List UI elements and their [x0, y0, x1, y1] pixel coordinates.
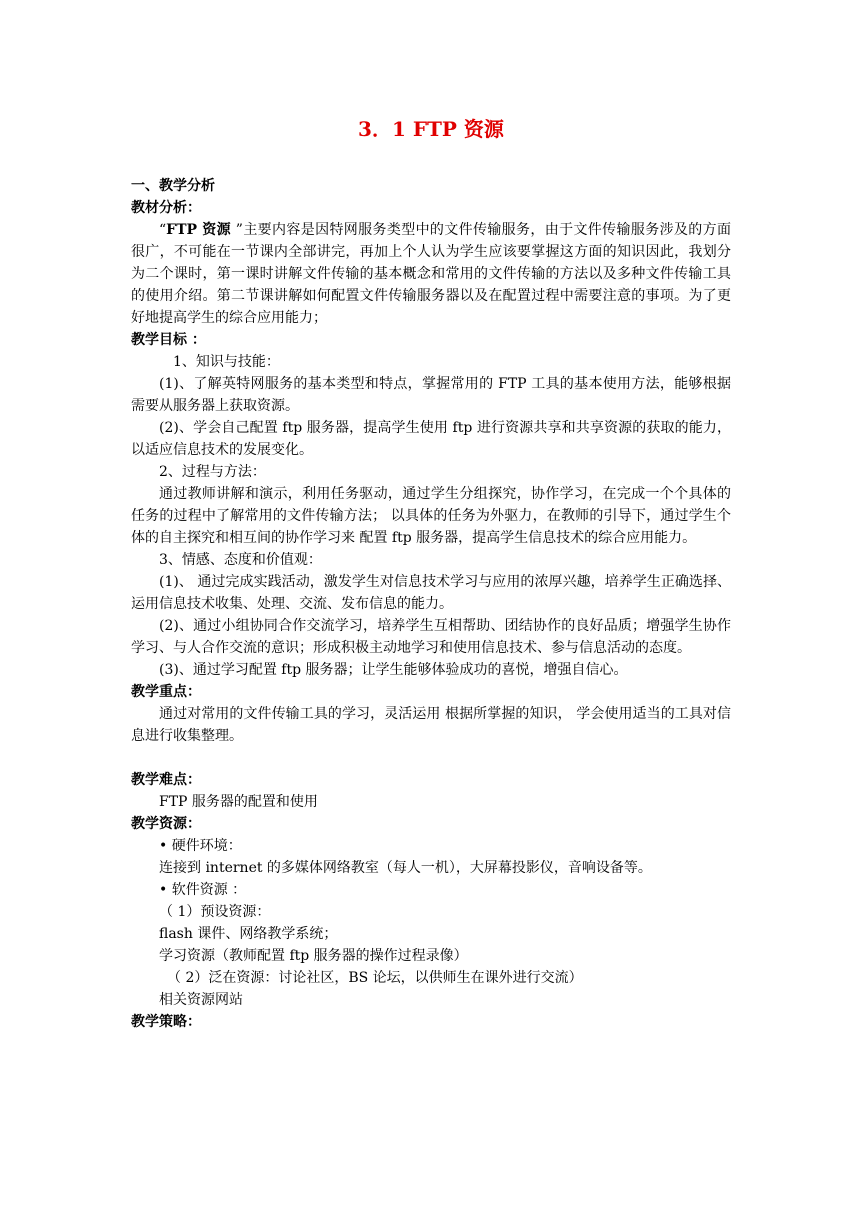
goal3-item3: (3)、通过学习配置 ftp 服务器；让学生能够体验成功的喜悦，增强自信心。: [159, 662, 628, 678]
preset-item2: 学习资源（教师配置 ftp 服务器的操作过程录像）: [159, 948, 468, 964]
hardware-text: 连接到 internet 的多媒体网络教室（每人一机），大屏幕投影仪，音响设备等。: [159, 860, 652, 876]
section-heading-material: 教材分析：: [131, 200, 201, 216]
difficulty-text: FTP 服务器的配置和使用: [159, 794, 318, 810]
material-quote-open: “: [159, 222, 167, 238]
section-heading-strategy: 教学策略：: [131, 1014, 201, 1030]
software-bullet: • 软件资源 ：: [159, 882, 247, 898]
goal3-item2: (2)、通过小组协同合作交流学习，培养学生互相帮助、团结协作的良好品质；增强学生协作学习、与人合作交流的意识；形成积极主动地学习和使用信息技术、参与信息活动的态度。: [131, 618, 731, 656]
section-heading-resources: 教学资源：: [131, 816, 201, 832]
section-heading-key: 教学重点：: [131, 684, 201, 700]
material-paragraph: [131, 219, 731, 329]
section-heading-analysis: 一、教学分析: [131, 178, 215, 194]
hardware-bullet: • 硬件环境：: [159, 838, 242, 854]
goal2-text: 通过教师讲解和演示，利用任务驱动，通过学生分组探究，协作学习，在完成一个个具体的任务的过程中了解常用的文件传输方法； 以具体的任务为外驱力，在教师的引导下，通过学生个体的自主探究和相互间的协作学习来 配置 ftp 服务器，提高学生信息技术的综合应用能力。: [131, 486, 731, 546]
goal2-heading: 2、过程与方法：: [159, 464, 266, 480]
generated-item1: 相关资源网站: [159, 992, 243, 1008]
goal3-item1: (1)、 通过完成实践活动，激发学生对信息技术学习与应用的浓厚兴趣，培养学生正确选择、运用信息技术收集、处理、交流、发布信息的能力。: [131, 574, 731, 612]
goal3-heading: 3、情感、态度和价值观：: [159, 552, 322, 568]
key-text: 通过对常用的文件传输工具的学习，灵活运用 根据所掌握的知识， 学会使用适当的工具对信息进行收集整理。: [131, 706, 731, 744]
preset-heading: （ 1）预设资源：: [159, 904, 271, 920]
document-title: 3．1 FTP 资源: [358, 117, 504, 141]
preset-item1: flash 课件、网络教学系统；: [159, 926, 338, 942]
goal1-item1: (1)、了解英特网服务的基本类型和特点，掌握常用的 FTP 工具的基本使用方法，能够根据需要从服务器上获取资源。: [131, 376, 731, 414]
material-bold-term: FTP 资源: [166, 222, 231, 238]
goal1-heading: 1、知识与技能：: [173, 354, 280, 370]
blank-line: [131, 747, 731, 769]
section-heading-difficulty: 教学难点：: [131, 772, 201, 788]
goal1-item2: (2)、学会自己配置 ftp 服务器，提高学生使用 ftp 进行资源共享和共享资源的获取的能力，以适应信息技术的发展变化。: [131, 420, 731, 458]
document-body: [131, 175, 731, 1033]
material-text: ”主要内容是因特网服务类型中的文件传输服务，由于文件传输服务涉及的方面很广，不可能在一节课内全部讲完，再加上个人认为学生应该要掌握这方面的知识因此，我划分为二个课时，第一课时讲解文件传输的基本概念和常用的文件传输的方法以及多种文件传输工具的使用介绍。第二节课讲解如何配置文件传输服务器以及在配置过程中需要注意的事项。为了更好地提高学生的综合应用能力；: [131, 222, 731, 326]
generated-heading: （ 2）泛在资源：讨论社区，BS 论坛，以供师生在课外进行交流）: [167, 970, 583, 986]
section-heading-goals: 教学目标 ：: [131, 332, 206, 348]
